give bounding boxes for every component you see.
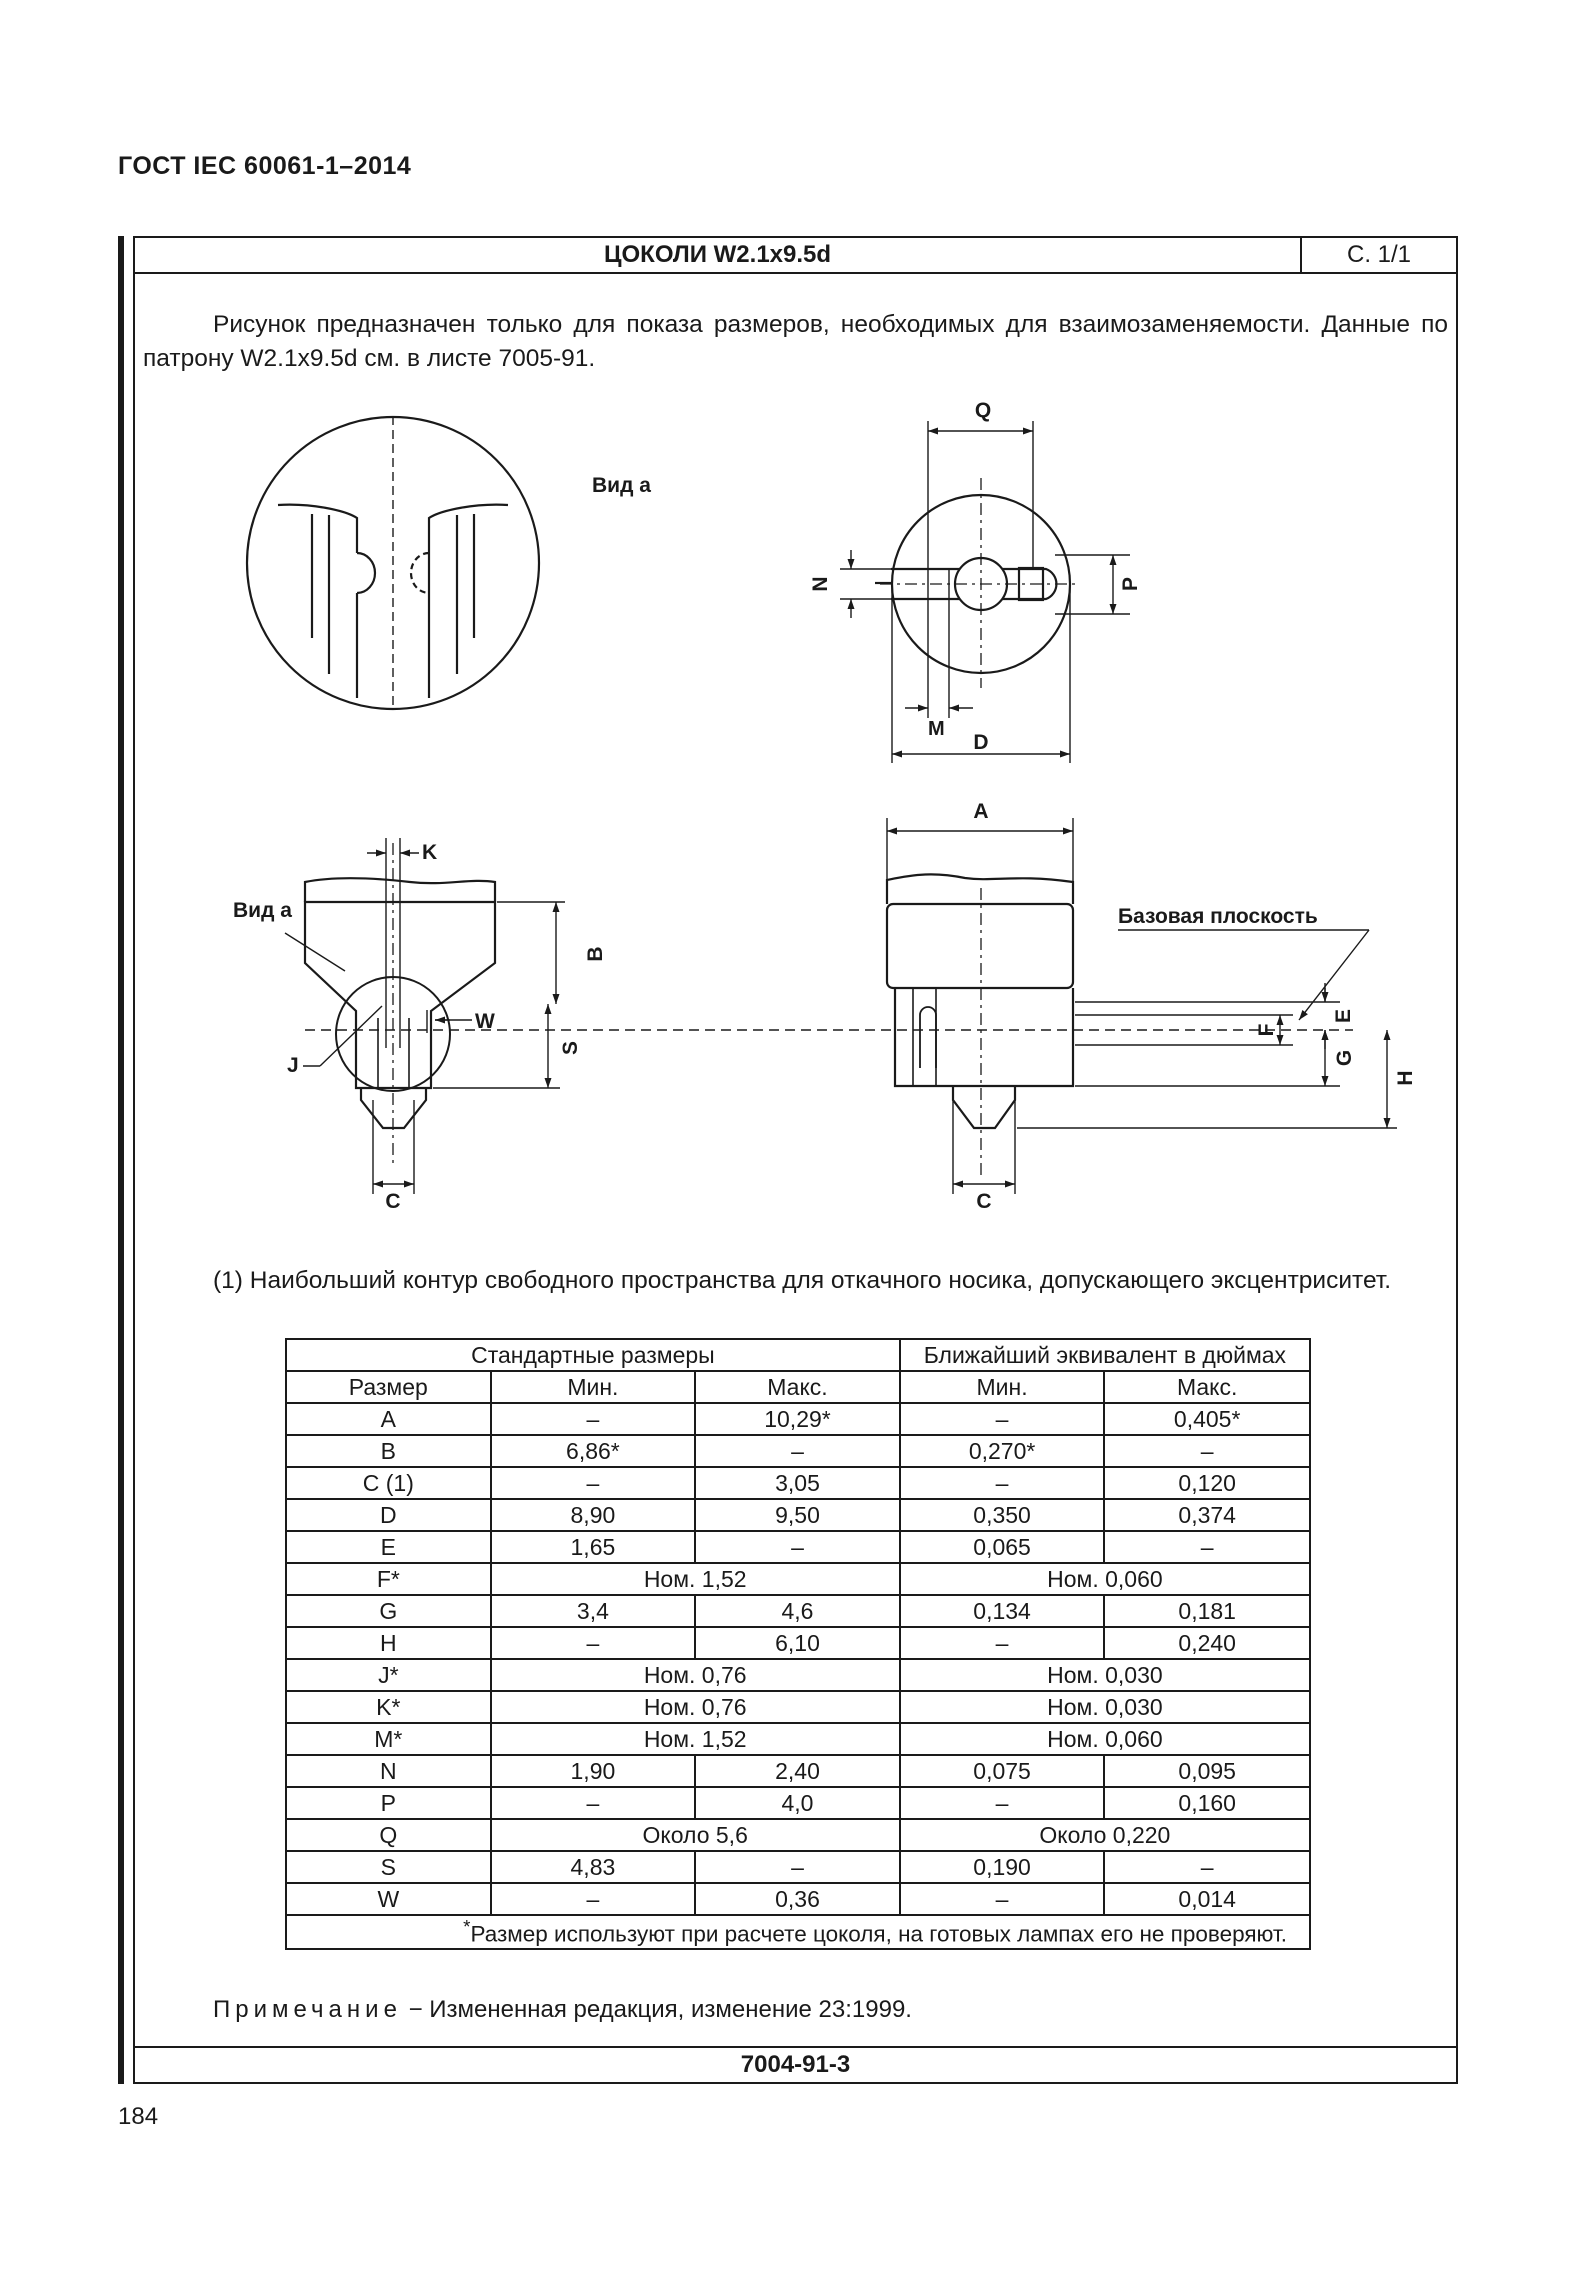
- table-footnote: [286, 1915, 1310, 1949]
- dimensions-table: [285, 1338, 1311, 1950]
- cell-dimension: M*: [286, 1723, 491, 1755]
- cell-in-min: –: [900, 1403, 1105, 1435]
- cell-mm-nominal: Около 5,6: [491, 1819, 900, 1851]
- cell-dimension: C (1): [286, 1467, 491, 1499]
- intro-text: Рисунок предназначен только для показа размеров, необходимых для взаимозаменяемости. Данные по патрону W2.1x9.5d см. в листе 7005-91.: [143, 311, 1448, 372]
- dim-label-m: M: [928, 718, 945, 740]
- cell-mm-max: –: [695, 1851, 900, 1883]
- cell-in-min: 0,190: [900, 1851, 1105, 1883]
- dim-label-w: W: [475, 1010, 495, 1033]
- dim-label-p: P: [1119, 576, 1142, 592]
- dim-label-d: D: [973, 731, 989, 754]
- table-row: [286, 1755, 1310, 1787]
- cell-dimension: G: [286, 1595, 491, 1627]
- cell-mm-min: –: [491, 1787, 696, 1819]
- dim-label-b: B: [584, 946, 607, 962]
- column-header: Макс.: [1104, 1371, 1310, 1403]
- cell-mm-max: 0,36: [695, 1883, 900, 1915]
- cell-in-max: 0,181: [1104, 1595, 1310, 1627]
- view-a-detail: [247, 416, 539, 710]
- cell-in-min: –: [900, 1627, 1105, 1659]
- cell-mm-min: –: [491, 1883, 696, 1915]
- cell-in-max: 0,120: [1104, 1467, 1310, 1499]
- cell-dimension: A: [286, 1403, 491, 1435]
- dim-label-j: J: [287, 1054, 299, 1077]
- page-number: 184: [118, 2103, 159, 2130]
- bottom-view: [875, 478, 1080, 718]
- table-row: [286, 1531, 1310, 1563]
- cell-mm-min: 6,86*: [491, 1435, 696, 1467]
- footnote-mark: *: [463, 1916, 471, 1937]
- table-row: [286, 1595, 1310, 1627]
- front-view: [887, 874, 1073, 1178]
- column-header: Мин.: [900, 1371, 1105, 1403]
- footnote-1: (1) Наибольший контур свободного пространства для откачного носика, допускающего эксцентриситет.: [213, 1267, 1392, 1294]
- dim-label-k: K: [422, 841, 438, 864]
- table-row: [286, 1691, 1310, 1723]
- table-group-header: Стандартные размеры: [286, 1339, 900, 1371]
- cell-mm-min: 4,83: [491, 1851, 696, 1883]
- cell-mm-nominal: Ном. 0,76: [491, 1691, 900, 1723]
- table-group-header: Ближайший эквивалент в дюймах: [900, 1339, 1310, 1371]
- column-header: Размер: [286, 1371, 491, 1403]
- cell-in-nominal: Около 0,220: [900, 1819, 1310, 1851]
- cell-dimension: S: [286, 1851, 491, 1883]
- cell-in-max: 0,014: [1104, 1883, 1310, 1915]
- table-footnote-row: [286, 1915, 1310, 1949]
- cell-in-nominal: Ном. 0,030: [900, 1659, 1310, 1691]
- cell-mm-max: 10,29*: [695, 1403, 900, 1435]
- cell-in-max: 0,374: [1104, 1499, 1310, 1531]
- table-row: [286, 1787, 1310, 1819]
- cell-in-min: 0,075: [900, 1755, 1105, 1787]
- cell-mm-min: –: [491, 1627, 696, 1659]
- cell-in-min: –: [900, 1883, 1105, 1915]
- cell-mm-nominal: Ном. 1,52: [491, 1723, 900, 1755]
- dim-label-c-left: C: [385, 1190, 401, 1213]
- table-row: [286, 1467, 1310, 1499]
- margin-bar: [118, 236, 124, 2084]
- cell-in-min: 0,065: [900, 1531, 1105, 1563]
- sheet-page: С. 1/1: [1346, 241, 1412, 268]
- cell-mm-max: –: [695, 1531, 900, 1563]
- cell-dimension: W: [286, 1883, 491, 1915]
- standard-code: ГОСТ IEC 60061-1–2014: [118, 152, 412, 180]
- cell-in-max: 0,240: [1104, 1627, 1310, 1659]
- cell-in-max: 0,405*: [1104, 1403, 1310, 1435]
- column-header: Мин.: [491, 1371, 696, 1403]
- note-text: − Измененная редакция, изменение 23:1999.: [401, 1996, 912, 2023]
- dim-label-g: G: [1333, 1049, 1356, 1067]
- table-row: [286, 1403, 1310, 1435]
- table-row: [286, 1883, 1310, 1915]
- dim-label-a: A: [973, 800, 989, 823]
- dim-label-e: E: [1332, 1008, 1355, 1024]
- cell-in-min: –: [900, 1467, 1105, 1499]
- table-row: [286, 1499, 1310, 1531]
- cell-mm-max: 3,05: [695, 1467, 900, 1499]
- cell-dimension: F*: [286, 1563, 491, 1595]
- view-a-title: Вид а: [592, 474, 651, 497]
- cell-in-nominal: Ном. 0,030: [900, 1691, 1310, 1723]
- cell-mm-min: 8,90: [491, 1499, 696, 1531]
- note: [213, 1996, 912, 2024]
- cell-mm-max: –: [695, 1435, 900, 1467]
- table-row: [286, 1819, 1310, 1851]
- cell-dimension: B: [286, 1435, 491, 1467]
- cell-dimension: H: [286, 1627, 491, 1659]
- sheet-frame: [133, 236, 1458, 2084]
- sheet-number: 7004-91-3: [740, 2051, 851, 2078]
- table-row: [286, 1435, 1310, 1467]
- table-group-header-row: [286, 1339, 1310, 1371]
- cell-mm-max: 2,40: [695, 1755, 900, 1787]
- cell-dimension: D: [286, 1499, 491, 1531]
- cell-in-min: 0,350: [900, 1499, 1105, 1531]
- sheet-title: ЦОКОЛИ W2.1x9.5d: [603, 241, 832, 268]
- sheet-footer: [135, 2046, 1456, 2082]
- table-row: [286, 1723, 1310, 1755]
- table-column-header-row: [286, 1371, 1310, 1403]
- cell-in-max: –: [1104, 1435, 1310, 1467]
- cell-in-max: –: [1104, 1851, 1310, 1883]
- cell-mm-nominal: Ном. 0,76: [491, 1659, 900, 1691]
- cell-dimension: Q: [286, 1819, 491, 1851]
- table-row: [286, 1563, 1310, 1595]
- cell-in-nominal: Ном. 0,060: [900, 1563, 1310, 1595]
- dim-label-h: H: [1394, 1070, 1417, 1086]
- cell-in-max: –: [1104, 1531, 1310, 1563]
- cell-dimension: J*: [286, 1659, 491, 1691]
- dim-label-q: Q: [974, 399, 992, 422]
- sheet-header: [135, 238, 1456, 274]
- cell-dimension: E: [286, 1531, 491, 1563]
- cell-mm-min: –: [491, 1467, 696, 1499]
- cell-mm-max: 4,6: [695, 1595, 900, 1627]
- technical-drawing: [135, 388, 1456, 1258]
- footnote-text: Размер используют при расчете цоколя, на готовых лампах его не проверяют.: [470, 1921, 1287, 1947]
- column-header: Макс.: [695, 1371, 900, 1403]
- note-label: Примечание: [213, 1996, 402, 2023]
- cell-mm-max: 4,0: [695, 1787, 900, 1819]
- reference-plane-label: Базовая плоскость: [1118, 905, 1318, 928]
- cell-in-min: 0,270*: [900, 1435, 1105, 1467]
- dim-label-f: F: [1255, 1023, 1278, 1037]
- cell-in-nominal: Ном. 0,060: [900, 1723, 1310, 1755]
- cell-in-max: 0,160: [1104, 1787, 1310, 1819]
- cell-in-min: –: [900, 1787, 1105, 1819]
- cell-dimension: P: [286, 1787, 491, 1819]
- cell-mm-max: 6,10: [695, 1627, 900, 1659]
- cell-mm-min: –: [491, 1403, 696, 1435]
- cell-mm-nominal: Ном. 1,52: [491, 1563, 900, 1595]
- dim-label-c-right: C: [976, 1190, 992, 1213]
- cell-in-min: 0,134: [900, 1595, 1105, 1627]
- dim-label-n: N: [809, 576, 832, 592]
- cell-in-max: 0,095: [1104, 1755, 1310, 1787]
- cell-mm-min: 1,65: [491, 1531, 696, 1563]
- cell-dimension: K*: [286, 1691, 491, 1723]
- dim-label-s: S: [559, 1040, 582, 1056]
- view-a-ref: Вид а: [233, 899, 292, 922]
- table-row: [286, 1659, 1310, 1691]
- table-row: [286, 1851, 1310, 1883]
- table-row: [286, 1627, 1310, 1659]
- cell-dimension: N: [286, 1755, 491, 1787]
- cell-mm-min: 1,90: [491, 1755, 696, 1787]
- cell-mm-min: 3,4: [491, 1595, 696, 1627]
- cell-mm-max: 9,50: [695, 1499, 900, 1531]
